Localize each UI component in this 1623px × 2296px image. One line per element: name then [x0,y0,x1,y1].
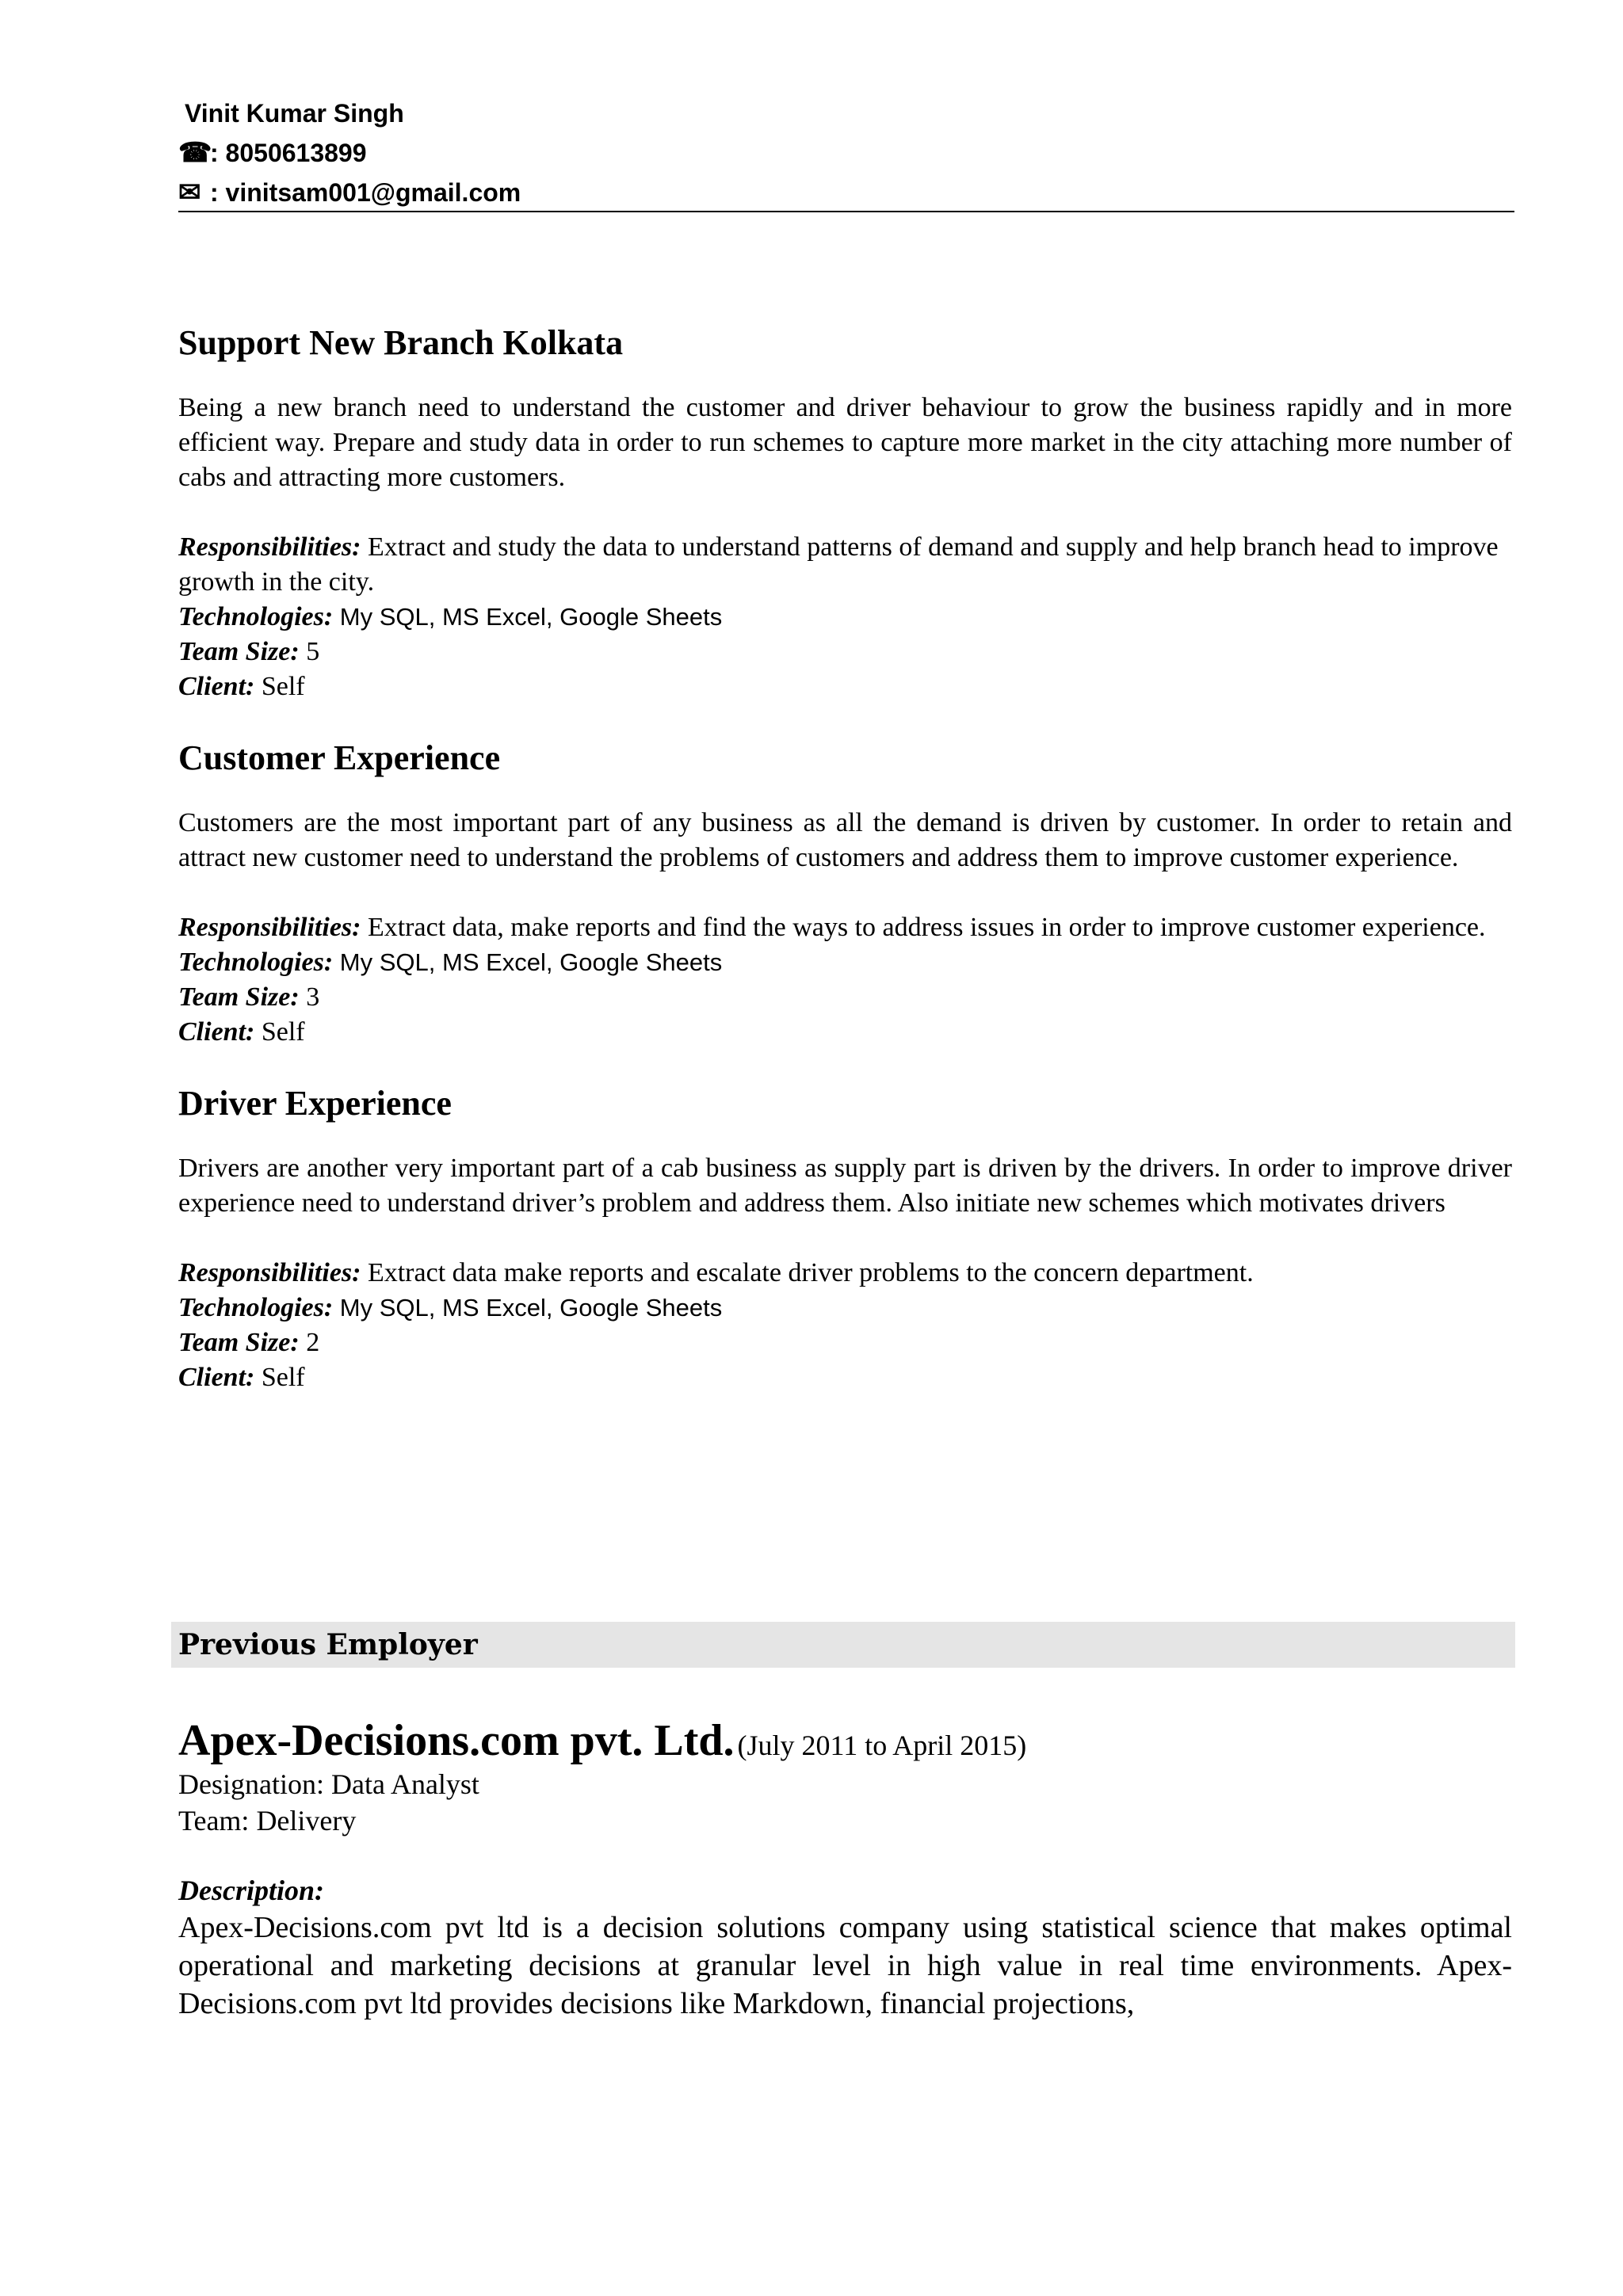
previous-employer [178,1715,1512,2023]
team-size: Team Size: 3 [178,982,320,1012]
projects [178,321,1512,1395]
technologies: Technologies: My SQL, MS Excel, Google Sheets [178,1293,723,1322]
description-label: Description: [178,1875,324,1906]
company-name: Apex-Decisions.com pvt. Ltd. [178,1716,735,1765]
project-description: Customers are the most important part of any business as all the demand is driven by customer. In order to retain and attract new customer need to understand the problems of customers and address them to improve customer experience. [178,808,1512,872]
company-line [178,1715,1512,1766]
candidate-name: Vinit Kumar Singh [185,99,404,128]
envelope-icon: ✉ [178,177,201,208]
project-driver-experience [178,1081,1512,1395]
previous-employer-heading: Previous Employer [178,1628,478,1661]
project-title: Support New Branch Kolkata [178,323,624,362]
project-title: Driver Experience [178,1084,452,1123]
team: Team: Delivery [178,1805,357,1836]
client: Client: Self [178,1363,305,1392]
project-description: Being a new branch need to understand the customer and driver behaviour to grow the business rapidly and in more efficient way. Prepare and study data in order to run schemes to capture more market in the city attaching more number of cabs and attracting more customers. [178,393,1512,492]
header-divider [178,211,1514,212]
project-description: Drivers are another very important part of a cab business as supply part is driven by the drivers. In order to improve driver experience need to understand driver’s problem and address them. Also initiate new schemes which motivates drivers [178,1154,1512,1218]
phone-icon: ☎ [178,138,212,168]
designation: Designation: Data Analyst [178,1768,479,1800]
technologies: Technologies: My SQL, MS Excel, Google Sheets [178,602,723,631]
phone-number: : 8050613899 [210,139,367,167]
employment-period: (July 2011 to April 2015) [737,1730,1027,1761]
contact-header [178,93,1514,212]
company-description: Apex-Decisions.com pvt ltd is a decision solutions company using statistical science that makes optimal operational and marketing decisions at granular level in high value in real time environments. Apex-Decisions.com pvt ltd provides decisions like Markdown, financial projections, [178,1911,1512,2020]
email-address: : vinitsam001@gmail.com [210,178,521,207]
project-title: Customer Experience [178,738,501,777]
responsibilities: Responsibilities: Extract and study the data to understand patterns of demand and supply and help branch head to improve growth in the city. [178,532,1499,597]
responsibilities: Responsibilities: Extract data make reports and escalate driver problems to the concern department. [178,1258,1254,1287]
client: Client: Self [178,1017,305,1047]
client: Client: Self [178,672,305,701]
technologies: Technologies: My SQL, MS Excel, Google Sheets [178,948,723,977]
project-customer-experience [178,736,1512,1050]
email-row [178,173,1514,212]
responsibilities: Responsibilities: Extract data, make reports and find the ways to address issues in order to improve customer experience. [178,913,1486,942]
team-size: Team Size: 5 [178,637,320,666]
team-size: Team Size: 2 [178,1328,320,1357]
project-support-new-branch [178,321,1512,704]
previous-employer-heading-bar [171,1622,1515,1668]
phone-row [178,133,1514,173]
